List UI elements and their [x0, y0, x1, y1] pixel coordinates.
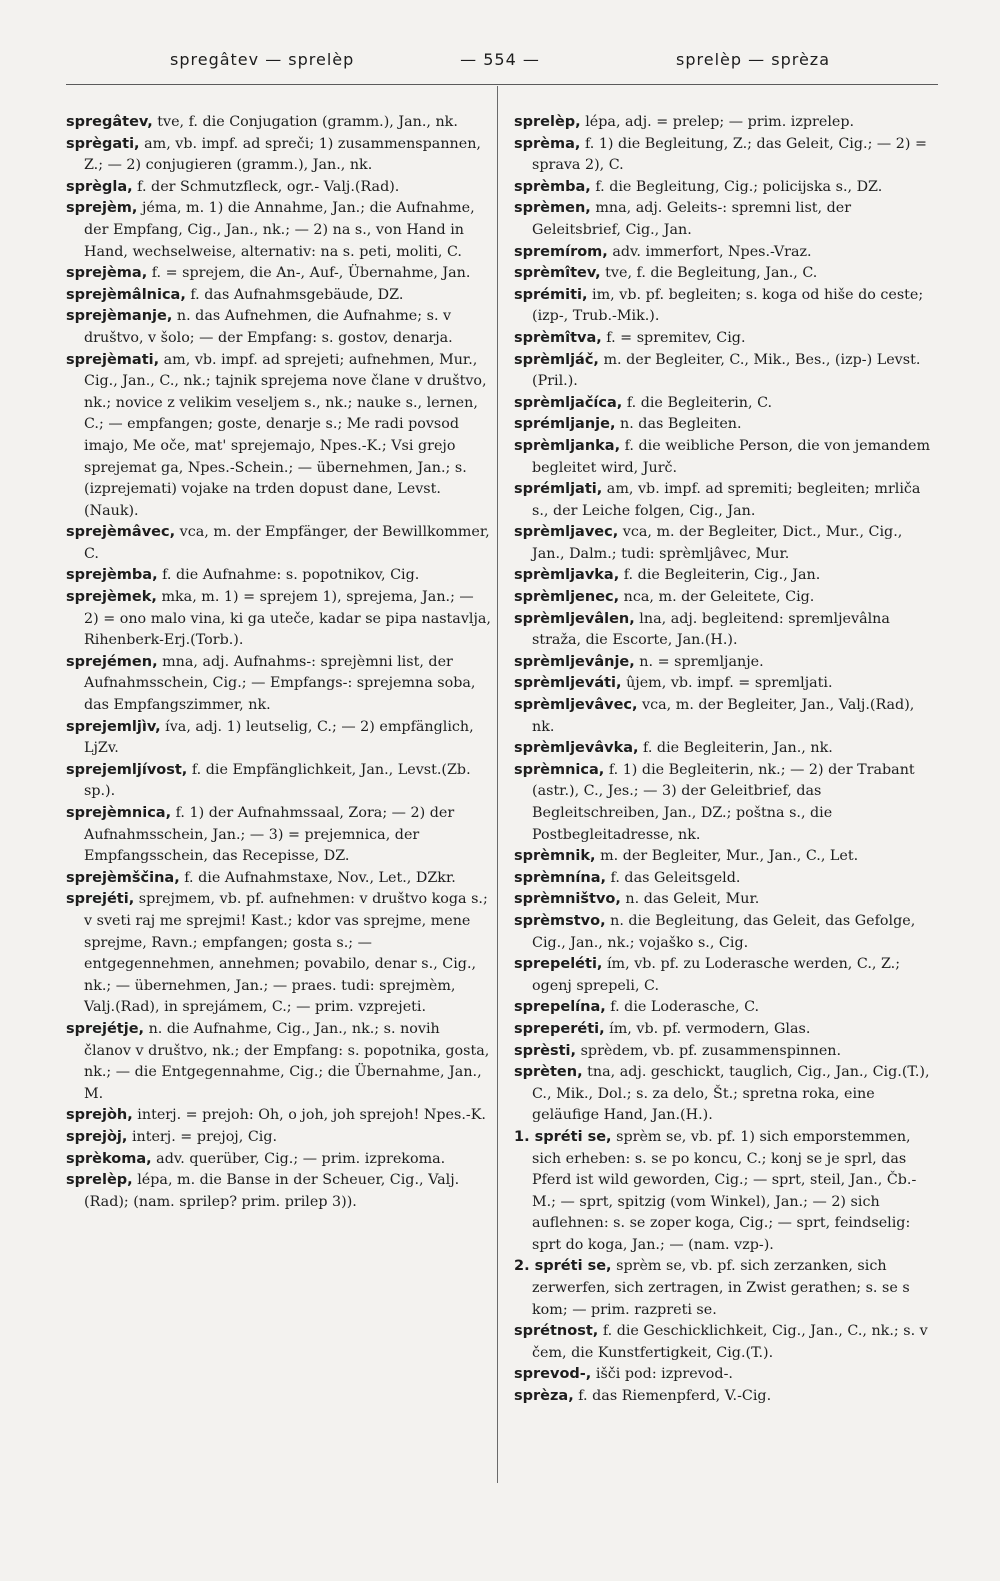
header-right-guideword: sprelèp — sprèza [676, 50, 830, 69]
entry-definition: mka, m. 1) = sprejem 1), sprejema, Jan.; — 2) = ono malo vina, ki ga uteče, kadar se pipa nastavlja, Rihenberk-Erj.(Torb.). [84, 589, 491, 649]
entry-headword: sprèmen, [514, 200, 591, 217]
dictionary-entry [66, 889, 491, 1019]
entry-definition: sprèdem, vb. pf. zusammenspinnen. [576, 1042, 842, 1059]
entry-definition: lépa, adj. = prelep; — prim. izprelep. [580, 114, 855, 130]
entry-headword: sprèmništvo, [514, 891, 621, 908]
entry-definition: f. die Aufnahme: s. popotnikov, Cig. [157, 567, 420, 584]
dictionary-entry [514, 889, 939, 911]
entry-definition: adv. querüber, Cig.; — prim. izprekoma. [151, 1150, 446, 1167]
dictionary-entry [514, 652, 939, 674]
entry-definition: vca, m. der Empfänger, der Bewillkommer, C. [84, 524, 490, 562]
entry-headword: sprèza, [514, 1388, 574, 1405]
entry-definition: f. die Empfänglichkeit, Jan., Levst.(Zb. sp.). [84, 761, 471, 800]
entry-headword: sprèmîtva, [514, 329, 602, 346]
entry-headword: 2. spréti se, [514, 1258, 612, 1275]
entry-definition: n. das Aufnehmen, die Aufnahme; s. v društvo, v šolo; — der Empfang: s. gostov, denarja. [84, 308, 453, 346]
entry-definition: f. die Begleiterin, Jan., nk. [638, 740, 833, 757]
entry-headword: sprejèmščina, [66, 869, 180, 886]
dictionary-entry [514, 198, 939, 241]
entry-definition: f. die Aufnahmstaxe, Nov., Let., DZkr. [179, 869, 456, 886]
entry-headword: sprémljanje, [514, 416, 616, 433]
entry-headword: sprémiti, [514, 286, 588, 303]
entry-definition: n. die Begleitung, das Geleit, das Gefolge, Cig., Jan., nk.; vojaško s., Cig. [532, 912, 916, 951]
entry-definition: lépa, m. die Banse in der Scheuer, Cig., Valj.(Rad); (nam. sprilep? prim. prilep 3)). [84, 1172, 460, 1210]
entry-definition: f. die weibliche Person, die von jemandem begleitet wird, Jurč. [532, 437, 931, 476]
dictionary-entry [66, 522, 491, 565]
entry-definition: n. das Geleit, Mur. [620, 891, 760, 908]
entry-headword: sprèmljevânje, [514, 653, 635, 670]
entry-definition: f. das Riemenpferd, V.-Cig. [573, 1388, 772, 1405]
entry-definition: ûjem, vb. impf. = spremljati. [621, 675, 833, 692]
entry-headword: sprémljati, [514, 481, 603, 498]
entry-definition: jéma, m. 1) die Annahme, Jan.; die Aufnahme, der Empfang, Cig., Jan., nk.; — 2) na s., von Hand in Hand, wechselweise, alternativ: na s. peti, moliti, C. [84, 200, 475, 260]
entry-definition: f. das Geleitsgeld. [606, 869, 741, 886]
dictionary-entry [514, 350, 939, 393]
dictionary-entry [66, 1105, 491, 1127]
entry-definition: tve, f. die Begleitung, Jan., C. [600, 265, 818, 282]
entry-headword: sprejèmba, [66, 567, 158, 584]
dictionary-entry [514, 1041, 939, 1063]
dictionary-entry [66, 717, 491, 760]
dictionary-entry [514, 1364, 939, 1386]
entry-headword: 1. spréti se, [514, 1128, 612, 1145]
entry-headword: sprejèmanje, [66, 308, 173, 325]
entry-headword: sprèmnína, [514, 869, 607, 886]
entry-definition: f. die Loderasche, C. [605, 999, 760, 1016]
left-column [66, 112, 491, 1213]
dictionary-entry [514, 1019, 939, 1041]
entry-definition: íva, adj. 1) leutselig, C.; — 2) empfänglich, LjZv. [84, 718, 474, 757]
dictionary-entry [66, 350, 491, 523]
dictionary-entry [514, 673, 939, 695]
dictionary-entry [66, 134, 491, 177]
entry-headword: spregâtev, [66, 114, 153, 130]
entry-headword: sprèmljevâlen, [514, 610, 635, 627]
entry-headword: sprèma, [514, 135, 581, 152]
entry-definition: f. die Begleitung, Cig.; policijska s., DZ. [590, 178, 883, 195]
dictionary-entry [66, 587, 491, 652]
dictionary-entry [66, 760, 491, 803]
entry-definition: vca, m. der Begleiter, Dict., Mur., Cig., Jan., Dalm.; tudi: sprèmljâvec, Mur. [532, 524, 903, 562]
entry-headword: sprejéti, [66, 891, 135, 908]
entry-definition: n. = spremljanje. [634, 653, 764, 670]
entry-definition: vca, m. der Begleiter, Jan., Valj.(Rad), nk. [532, 697, 915, 735]
entry-headword: sprejemljìv, [66, 718, 161, 735]
dictionary-entry [514, 609, 939, 652]
entry-headword: sprèsti, [514, 1042, 577, 1059]
entry-definition: ím, vb. pf. vermodern, Glas. [604, 1020, 811, 1037]
entry-headword: sprelèp, [66, 1172, 133, 1189]
entry-headword: sprepeléti, [514, 956, 603, 973]
entry-definition: m. der Begleiter, C., Mik., Bes., (izp-) Levst.(Pril.). [532, 351, 921, 390]
dictionary-entry [514, 954, 939, 997]
entry-headword: sprèmljačíca, [514, 394, 623, 411]
entry-definition: tve, f. die Conjugation (gramm.), Jan., nk. [152, 114, 458, 130]
dictionary-entry [66, 868, 491, 890]
entry-definition: ím, vb. pf. zu Loderasche werden, C., Z.; ogenj sprepeli, C. [532, 956, 901, 994]
entry-headword: sprèmstvo, [514, 912, 606, 929]
entry-headword: sprèmljevâvka, [514, 740, 639, 757]
entry-headword: sprègla, [66, 178, 133, 195]
entry-definition: adv. immerfort, Npes.-Vraz. [607, 243, 812, 260]
dictionary-entry [514, 285, 939, 328]
entry-headword: sprèten, [514, 1064, 583, 1081]
entry-headword: spreperéti, [514, 1020, 605, 1037]
dictionary-entry [66, 177, 491, 199]
entry-definition: f. 1) die Begleiterin, nk.; — 2) der Trabant (astr.), C., Jes.; — 3) der Geleitbrief, das Begleitschreiben, Jan., DZ.; poštna s., die Postbegleitadresse, nk. [532, 761, 915, 843]
entry-headword: sprèmba, [514, 178, 591, 195]
dictionary-entry [514, 328, 939, 350]
entry-headword: sprèmljenec, [514, 589, 620, 606]
entry-definition: lna, adj. begleitend: spremljevâlna straža, die Escorte, Jan.(H.). [532, 610, 890, 649]
column-divider [497, 86, 498, 1483]
entry-headword: sprèmnik, [514, 848, 596, 865]
entry-definition: am, vb. impf. ad spreči; 1) zusammenspannen, Z.; — 2) conjugieren (gramm.), Jan., nk. [84, 135, 481, 174]
dictionary-entry [66, 198, 491, 263]
entry-headword: sprejèmnica, [66, 805, 172, 821]
entry-headword: sprèmljevâvec, [514, 697, 638, 714]
dictionary-entry [66, 306, 491, 349]
entry-definition: f. = sprejem, die An-, Auf-, Übernahme, Jan. [147, 265, 471, 282]
entry-definition: nca, m. der Geleitete, Cig. [619, 589, 815, 606]
dictionary-entry [514, 1127, 939, 1257]
dictionary-entry [514, 414, 939, 436]
dictionary-entry [514, 1386, 939, 1408]
entry-headword: sprègati, [66, 135, 140, 152]
dictionary-entry [66, 1019, 491, 1105]
entry-headword: sprelèp, [514, 114, 581, 130]
dictionary-entry [66, 1170, 491, 1213]
entry-definition: f. die Geschicklichkeit, Cig., Jan., C., nk.; s. v čem, die Kunstfertigkeit, Cig.(T.). [532, 1323, 928, 1361]
entry-headword: sprejétje, [66, 1020, 145, 1037]
dictionary-entry [514, 587, 939, 609]
dictionary-entry [514, 911, 939, 954]
entry-headword: sprejèmâvec, [66, 524, 176, 541]
entry-definition: sprejmem, vb. pf. aufnehmen: v društvo koga s.; v sveti raj me sprejmi! Kast.; kdor vas sprejme, mene sprejme, Ravn.; empfangen; gosta s.; — entgegennehmen, annehmen; povabilo, denar s., Cig., nk.; — übernehmen, Jan.; — praes. tudi: sprejmèm, Valj.(Rad), in sprejámem, C.; — prim. vzprejeti. [84, 891, 488, 1016]
entry-definition: mna, adj. Geleits-: spremni list, der Geleitsbrief, Cig., Jan. [532, 200, 852, 238]
entry-headword: sprèmljavka, [514, 567, 620, 584]
dictionary-entry [514, 760, 939, 846]
entry-headword: sprétnost, [514, 1323, 599, 1340]
dictionary-entry [514, 846, 939, 868]
dictionary-entry [66, 1149, 491, 1171]
entry-headword: sprejòj, [66, 1128, 128, 1145]
entry-headword: sprejèma, [66, 265, 148, 282]
dictionary-entry [514, 177, 939, 199]
entry-definition: m. der Begleiter, Mur., Jan., C., Let. [595, 848, 859, 865]
entry-definition: am, vb. impf. ad sprejeti; aufnehmen, Mur., Cig., Jan., C., nk.; tajnik sprejema nove člane v društvo, nk.; novice z velikim veseljem s., nk.; nauke s., lernen, C.; — empfangen; goste, denarje s.; Me radi povsod imajo, Me oče, mat' sprejemajo, Npes.-K.; Vsi grejo sprejemat ga, Npes.-Schein.; — übernehmen, Jan.; s. (izprejemati) vojake na trden dopust dane, Levst.(Nauk). [84, 351, 487, 519]
entry-headword: sprejèmati, [66, 351, 160, 368]
dictionary-entry [514, 393, 939, 415]
entry-headword: sprejèm, [66, 200, 138, 217]
entry-headword: sprèmljeváti, [514, 675, 622, 692]
entry-definition: f. der Schmutzfleck, ogr.- Valj.(Rad). [132, 178, 400, 195]
dictionary-entry [514, 1321, 939, 1364]
dictionary-entry [514, 868, 939, 890]
dictionary-entry [66, 1127, 491, 1149]
entry-definition: n. die Aufnahme, Cig., Jan., nk.; s. novih članov v društvo, nk.; der Empfang: s. popotnika, gosta, nk.; — die Entgegennahme, Cig.; die Übernahme, Jan., M. [84, 1020, 490, 1102]
entry-definition: im, vb. pf. begleiten; s. koga od hiše do ceste; (izp-, Trub.-Mik.). [532, 286, 924, 325]
dictionary-entry [514, 738, 939, 760]
dictionary-entry [66, 112, 491, 134]
entry-definition: interj. = prejoh: Oh, o joh, joh sprejoh! Npes.-K. [132, 1107, 486, 1124]
entry-headword: sprejèmek, [66, 589, 157, 606]
dictionary-entry [66, 263, 491, 285]
entry-headword: sprèmîtev, [514, 265, 601, 282]
dictionary-entry [514, 134, 939, 177]
entry-definition: f. 1) die Begleitung, Z.; das Geleit, Cig.; — 2) = sprava 2), C. [532, 135, 927, 174]
entry-definition: n. das Begleiten. [615, 416, 742, 433]
dictionary-entry [514, 112, 939, 134]
dictionary-entry [66, 565, 491, 587]
entry-headword: sprejémen, [66, 653, 158, 670]
running-header [170, 50, 830, 76]
entry-headword: sprèmnica, [514, 761, 605, 778]
dictionary-entry [66, 652, 491, 717]
dictionary-entry [514, 565, 939, 587]
entry-headword: sprèmljáč, [514, 351, 599, 368]
header-rule [66, 84, 938, 85]
entry-headword: sprèmljavec, [514, 524, 619, 541]
dictionary-entry [514, 436, 939, 479]
entry-headword: spremírom, [514, 243, 608, 260]
entry-headword: sprejòh, [66, 1107, 133, 1124]
entry-definition: f. die Begleiterin, C. [622, 394, 773, 411]
entry-headword: sprejemljívost, [66, 761, 188, 778]
entry-definition: f. = spremitev, Cig. [601, 329, 746, 346]
dictionary-entry [514, 695, 939, 738]
dictionary-entry [66, 285, 491, 307]
entry-headword: sprèmljanka, [514, 437, 621, 454]
right-column [514, 112, 939, 1408]
entry-headword: sprepelína, [514, 999, 606, 1016]
dictionary-entry [514, 1062, 939, 1127]
page-number: — 554 — [460, 50, 540, 69]
entry-definition: mna, adj. Aufnahms-: sprejèmni list, der Aufnahmsschein, Cig.; — Empfangs-: sprejemna soba, das Empfangszimmer, nk. [84, 653, 476, 714]
entry-definition: sprèm se, vb. pf. 1) sich emporstemmen, sich erheben: s. se po koncu, C.; konj se je sprl, das Pferd ist wild geworden, Cig.; — sprt, steil, Jan., Čb.-M.; — sprt, spitzig (vom Winkel), Jan.; — 2) sich auflehnen: s. se zoper koga, Cig.; — sprt, feindselig: sprt do koga, Jan.; — (nam. vzp-). [532, 1128, 917, 1253]
entry-definition: išči pod: izprevod-. [591, 1366, 733, 1383]
dictionary-entry [514, 263, 939, 285]
dictionary-entry [514, 1256, 939, 1321]
entry-definition: am, vb. impf. ad spremiti; begleiten; mrliča s., der Leiche folgen, Cig., Jan. [532, 481, 921, 519]
entry-definition: interj. = prejoj, Cig. [127, 1128, 278, 1145]
entry-definition: f. 1) der Aufnahmssaal, Zora; — 2) der Aufnahmsschein, Jan.; — 3) = prejemnica, der Empfangsschein, das Recepisse, DZ. [84, 805, 455, 865]
entry-definition: f. die Begleiterin, Cig., Jan. [619, 567, 821, 584]
entry-headword: sprevod-, [514, 1366, 592, 1383]
entry-headword: sprèkoma, [66, 1150, 152, 1167]
entry-definition: sprèm se, vb. pf. sich zerzanken, sich zerwerfen, sich zertragen, in Zwist gerathen; s. se s kom; — prim. razpreti se. [532, 1258, 910, 1318]
entry-headword: sprejèmâlnica, [66, 286, 186, 303]
dictionary-entry [514, 479, 939, 522]
entry-definition: f. das Aufnahmsgebäude, DZ. [185, 286, 404, 303]
header-left-guideword: spregâtev — sprelèp [170, 50, 355, 69]
dictionary-entry [514, 522, 939, 565]
entry-definition: tna, adj. geschickt, tauglich, Cig., Jan., Cig.(T.), C., Mik., Dol.; s. za delo, Št.; spretna roka, eine geläufige Hand, Jan.(H.). [532, 1064, 930, 1124]
dictionary-entry [514, 997, 939, 1019]
dictionary-entry [514, 242, 939, 264]
dictionary-entry [66, 803, 491, 868]
